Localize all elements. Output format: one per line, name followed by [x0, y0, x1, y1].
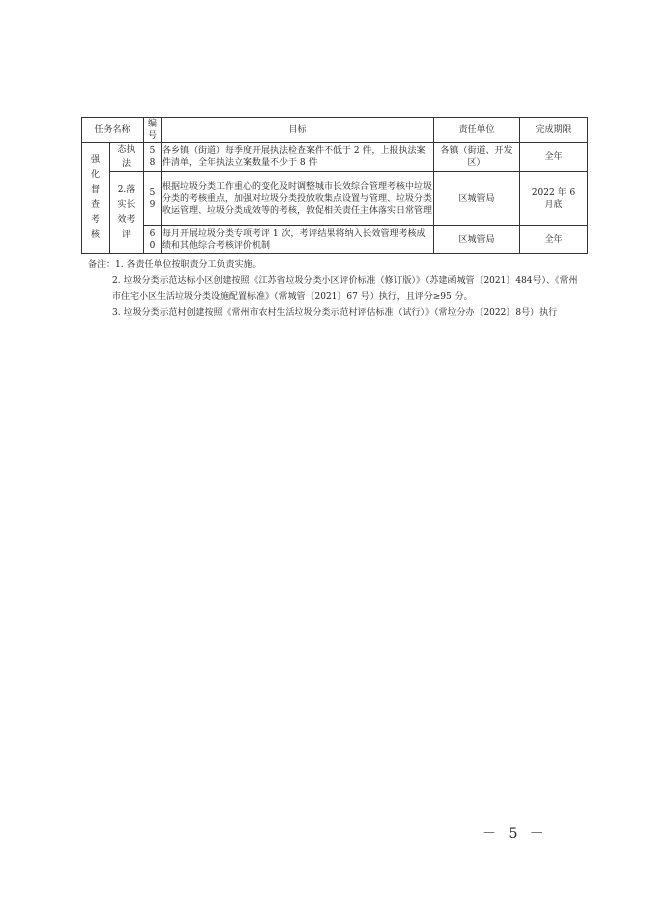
deadline-cell [520, 172, 588, 226]
number-cell [144, 143, 162, 172]
note-item: 3. 垃圾分类示范村创建按照《常州市农村生活垃圾分类示范村评估标准（试行）》（常垃分办〔2022〕8号）执行 [112, 308, 558, 318]
row-number: 59 [149, 187, 156, 210]
group-label-cell [82, 143, 110, 254]
table-row [82, 143, 588, 172]
deadline-cell: 全年 [520, 143, 588, 172]
subtask-cell [110, 143, 144, 172]
note-text: 1. 各责任单位按职责分工负责实施。 [115, 260, 262, 270]
number-cell [144, 226, 162, 254]
table-row [82, 226, 588, 254]
number-cell [144, 172, 162, 226]
goal-cell: 根据垃圾分类工作重心的变化及时调整城市长效综合管理考核中垃圾分类的考核重点，加强对垃圾分类投放收集点设置与管理、垃圾分类收运管理、垃圾分类成效等的考核，敦促相关责任主体落实日常管理 [162, 172, 434, 226]
goal-cell: 每月开展垃圾分类专项考评 1 次，考评结果将纳入长效管理考核成绩和其他综合考核评价机制 [162, 226, 434, 254]
table-header-row [82, 118, 588, 143]
goal-cell: 各乡镇（街道）每季度开展执法检查案件不低于 2 件，上报执法案件清单，全年执法立案数量不少于 8 件 [162, 143, 434, 172]
row-number: 60 [149, 228, 156, 251]
note-item [88, 257, 583, 273]
unit-cell: 各镇（街道、开发区） [434, 143, 520, 172]
header-unit: 责任单位 [434, 118, 520, 143]
page-number: － 5 － [482, 826, 548, 842]
unit-cell: 区城管局 [434, 172, 520, 226]
header-deadline: 完成期限 [520, 118, 588, 143]
header-goal: 目标 [162, 118, 434, 143]
subtask-label: 态执法 [117, 145, 136, 169]
row-number: 58 [149, 146, 156, 168]
task-table [81, 117, 588, 254]
group-label: 强化督查考核 [90, 155, 100, 240]
deadline-cell: 全年 [520, 226, 588, 254]
header-task-name: 任务名称 [82, 118, 144, 143]
table-row [82, 172, 588, 226]
header-number: 编号 [144, 118, 162, 143]
subtask-label: 2.落实长效考评 [117, 184, 136, 240]
notes-label: 备注： [88, 260, 116, 270]
note-item: 2. 垃圾分类示范达标小区创建按照《江苏省垃圾分类小区评价标准（修订版）》（苏建函城管〔2021〕484号）、《常州市住宅小区生活垃圾分类设施配置标准》（常城管〔2021〕67 号）执行，且评分≥95 分。 [112, 276, 578, 302]
unit-cell: 区城管局 [434, 226, 520, 254]
notes-section [88, 257, 583, 321]
deadline-text: 2022 年 6 月底 [531, 187, 576, 210]
subtask-cell [110, 172, 144, 254]
